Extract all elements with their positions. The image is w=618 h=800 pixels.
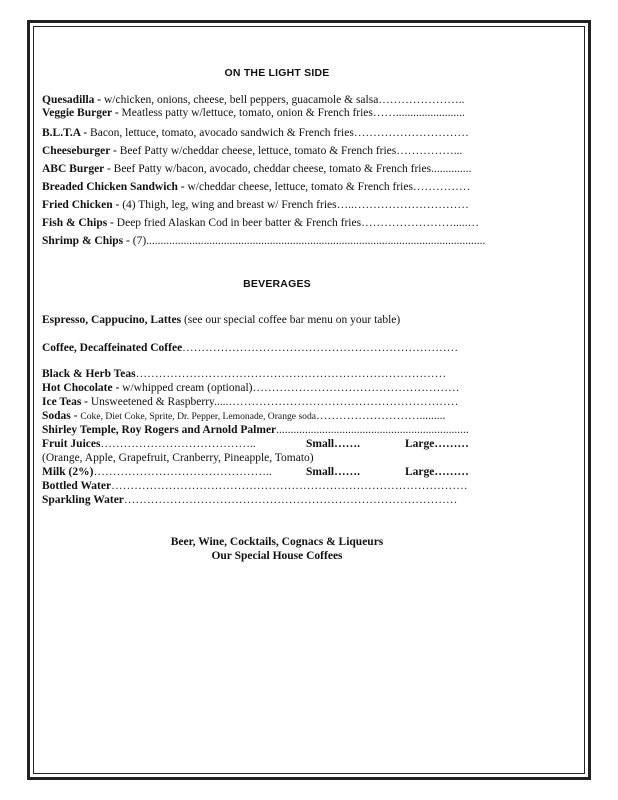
menu-item-abc-burger (42, 162, 471, 176)
item-name: Black & Herb Teas (42, 368, 136, 380)
beverage-hot-chocolate (42, 381, 459, 395)
item-desc: Unsweetened & Raspberry.....…………………………………………………… (90, 396, 459, 408)
menu-item-veggie-burger (42, 106, 465, 120)
item-name: Ice Teas - (42, 396, 91, 408)
item-desc: w/whipped cream (optional)……………………………………………… (122, 382, 460, 394)
item-name: Quesadilla - (42, 94, 104, 106)
item-name: Sparkling Water (42, 494, 124, 506)
item-desc: Beef Patty w/cheddar cheese, lettuce, tomato & French fries……………... (119, 145, 463, 157)
item-dots: ………………………………………………………………………………… (111, 480, 468, 492)
item-dots: ……………………………………………………………………… (135, 368, 447, 380)
size-small: Small……. (306, 466, 360, 478)
menu-item-blta (42, 126, 469, 140)
item-desc: Meatless patty w/lettuce, tomato, onion & French fries……........................ (121, 107, 465, 119)
item-name: Bottled Water (42, 480, 112, 492)
menu-item-cheeseburger (42, 144, 462, 158)
beverage-bottled-water (42, 479, 468, 493)
footer-alcohol-line: Beer, Wine, Cocktails, Cognacs & Liqueurs (170, 536, 384, 548)
beverage-teas (42, 367, 446, 381)
item-desc: w/chicken, onions, cheese, bell peppers, guacamole & salsa………………….. (103, 94, 465, 106)
item-desc: Beef Patty w/bacon, avocado, cheddar cheese, tomato & French fries.............. (113, 163, 472, 175)
item-desc: Coke, Diet Coke, Sprite, Dr. Pepper, Lemonade, Orange soda (80, 411, 317, 422)
light-side-heading: ON THE LIGHT SIDE (224, 67, 330, 79)
menu-item-fried-chicken (42, 198, 469, 212)
item-name: Shrimp & Chips - (42, 235, 133, 247)
beverage-coffee (42, 341, 458, 355)
item-name: Coffee, Decaffeinated Coffee (42, 342, 183, 354)
item-desc: (4) Thigh, leg, wing and breast w/ French fries…..………………………… (122, 199, 469, 211)
beverages-heading: BEVERAGES (243, 278, 311, 290)
item-name: Hot Chocolate - (42, 382, 123, 394)
item-name: Espresso, Cappucino, Lattes (42, 314, 182, 326)
item-dots: ……………………………………….. (93, 466, 272, 478)
item-name: Veggie Burger - (42, 107, 122, 119)
item-name: Breaded Chicken Sandwich - (42, 181, 188, 193)
menu-item-fish-chips (42, 216, 479, 230)
item-dots: ………………………......... (316, 410, 446, 422)
item-desc: (see our special coffee bar menu on your table) (181, 314, 401, 326)
item-name: Sodas - (42, 410, 81, 422)
beverage-sodas (42, 409, 445, 424)
menu-item-shrimp-chips (42, 234, 485, 248)
size-large: Large……… (405, 438, 469, 450)
size-large: Large……… (405, 466, 469, 478)
item-dots: ................................................................... (276, 424, 469, 436)
menu-item-quesadilla (42, 93, 465, 107)
beverage-espresso (42, 313, 400, 327)
item-desc: (7)...................................................................................................................... (132, 235, 486, 247)
fruit-juice-list: (Orange, Apple, Grapefruit, Cranberry, Pineapple, Tomato) (42, 452, 314, 464)
footer-coffees-line: Our Special House Coffees (211, 550, 343, 562)
beverage-sparkling-water (42, 493, 457, 507)
item-dots: …………………………………………………………………………… (123, 494, 458, 506)
item-desc: Bacon, lettuce, tomato, avocado sandwich & French fries………………………… (90, 127, 469, 139)
item-name: Milk (2%) (42, 466, 94, 478)
item-name: Fish & Chips - (42, 217, 117, 229)
item-name: B.L.T.A - (42, 127, 91, 139)
beverage-fruit-juices (42, 437, 512, 451)
menu-item-breaded-chicken (42, 180, 470, 194)
beverage-milk (42, 465, 512, 479)
item-name: Fruit Juices (42, 438, 101, 450)
item-name: Cheeseburger - (42, 145, 120, 157)
item-name: Shirley Temple, Roy Rogers and Arnold Palmer (42, 424, 277, 436)
item-name: Fried Chicken - (42, 199, 123, 211)
item-desc: Deep fried Alaskan Cod in beer batter & French fries…………………….....… (116, 217, 479, 229)
beverage-shirley-temple (42, 423, 469, 437)
item-desc: w/cheddar cheese, lettuce, tomato & French fries…………… (187, 181, 471, 193)
beverage-ice-teas (42, 395, 458, 409)
item-dots: ……………………………………………………………… (182, 342, 459, 354)
size-small: Small……. (306, 438, 360, 450)
item-name: ABC Burger - (42, 163, 114, 175)
item-dots: ………………………………….. (100, 438, 256, 450)
